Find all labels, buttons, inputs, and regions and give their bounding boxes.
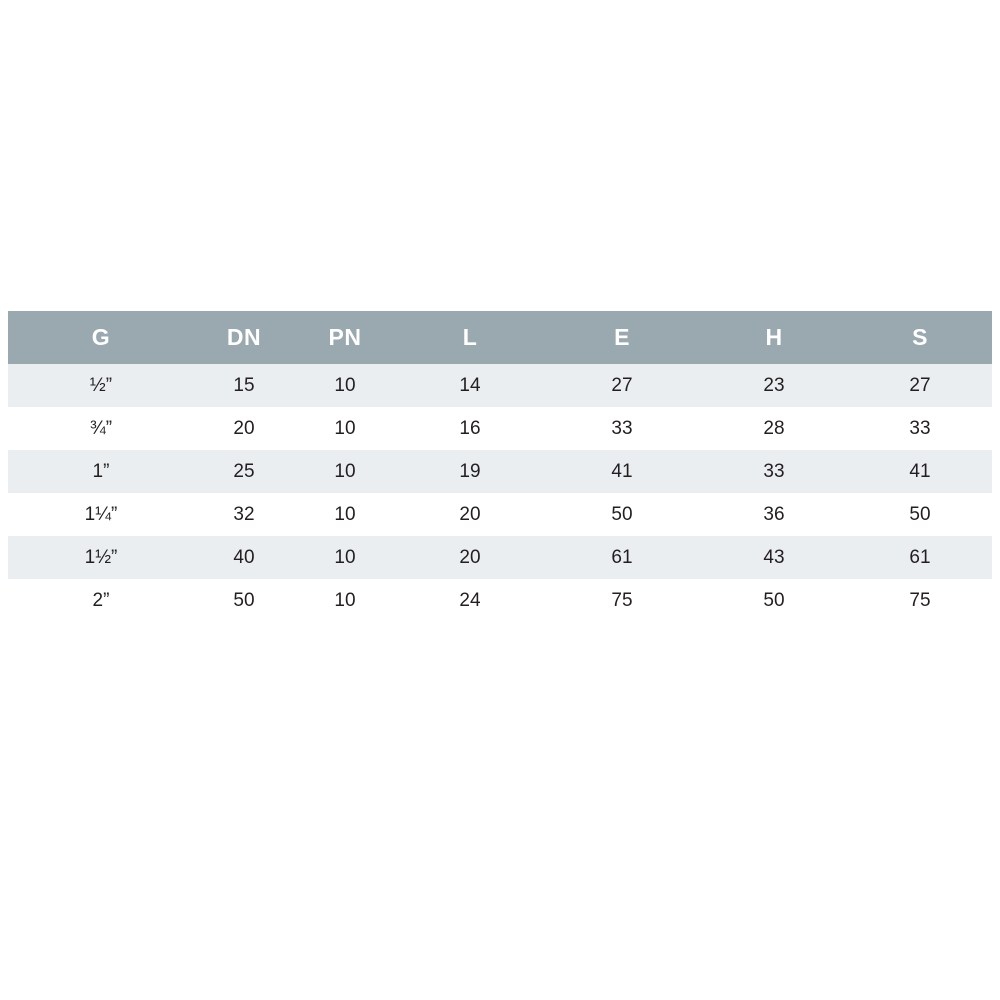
cell-g: ¾”	[89, 417, 113, 439]
table-row	[8, 579, 992, 622]
column-header-dn: DN	[226, 324, 262, 350]
table-body	[8, 364, 992, 622]
column-header-e: E	[614, 324, 630, 350]
column-header-h: H	[765, 324, 783, 350]
cell-h: 43	[763, 546, 785, 568]
cell-s: 61	[909, 546, 931, 568]
cell-pn: 10	[334, 374, 356, 396]
table-row	[8, 493, 992, 536]
cell-dn: 25	[233, 460, 255, 482]
cell-h: 23	[763, 374, 785, 396]
table-row	[8, 450, 992, 493]
column-header-l: L	[462, 324, 478, 350]
cell-e: 41	[611, 460, 633, 482]
table-row	[8, 407, 992, 450]
cell-dn: 20	[233, 417, 255, 439]
cell-g: ½”	[89, 374, 113, 396]
cell-l: 20	[459, 546, 481, 568]
table-row	[8, 536, 992, 579]
cell-l: 16	[459, 417, 481, 439]
cell-pn: 10	[334, 589, 356, 611]
cell-dn: 50	[233, 589, 255, 611]
cell-h: 28	[763, 417, 785, 439]
cell-l: 14	[459, 374, 481, 396]
column-header-pn: PN	[328, 324, 362, 350]
cell-s: 41	[909, 460, 931, 482]
specification-table	[8, 311, 992, 622]
column-header-g: G	[91, 324, 111, 350]
cell-s: 33	[909, 417, 931, 439]
cell-h: 50	[763, 589, 785, 611]
cell-pn: 10	[334, 503, 356, 525]
cell-h: 33	[763, 460, 785, 482]
cell-pn: 10	[334, 460, 356, 482]
cell-e: 61	[611, 546, 633, 568]
table-row	[8, 364, 992, 407]
cell-l: 19	[459, 460, 481, 482]
cell-s: 27	[909, 374, 931, 396]
specification-table-container	[8, 311, 992, 622]
cell-e: 75	[611, 589, 633, 611]
cell-g: 1”	[92, 460, 110, 482]
cell-l: 20	[459, 503, 481, 525]
cell-g: 1¼”	[84, 503, 118, 525]
cell-g: 1½”	[84, 546, 118, 568]
column-header-s: S	[912, 324, 928, 350]
cell-e: 33	[611, 417, 633, 439]
cell-l: 24	[459, 589, 481, 611]
cell-pn: 10	[334, 546, 356, 568]
cell-h: 36	[763, 503, 785, 525]
cell-dn: 32	[233, 503, 255, 525]
cell-e: 27	[611, 374, 633, 396]
cell-dn: 15	[233, 374, 255, 396]
cell-s: 50	[909, 503, 931, 525]
cell-s: 75	[909, 589, 931, 611]
table-header	[8, 311, 992, 364]
cell-pn: 10	[334, 417, 356, 439]
cell-dn: 40	[233, 546, 255, 568]
table-header-row	[8, 311, 992, 364]
cell-g: 2”	[92, 589, 110, 611]
cell-e: 50	[611, 503, 633, 525]
